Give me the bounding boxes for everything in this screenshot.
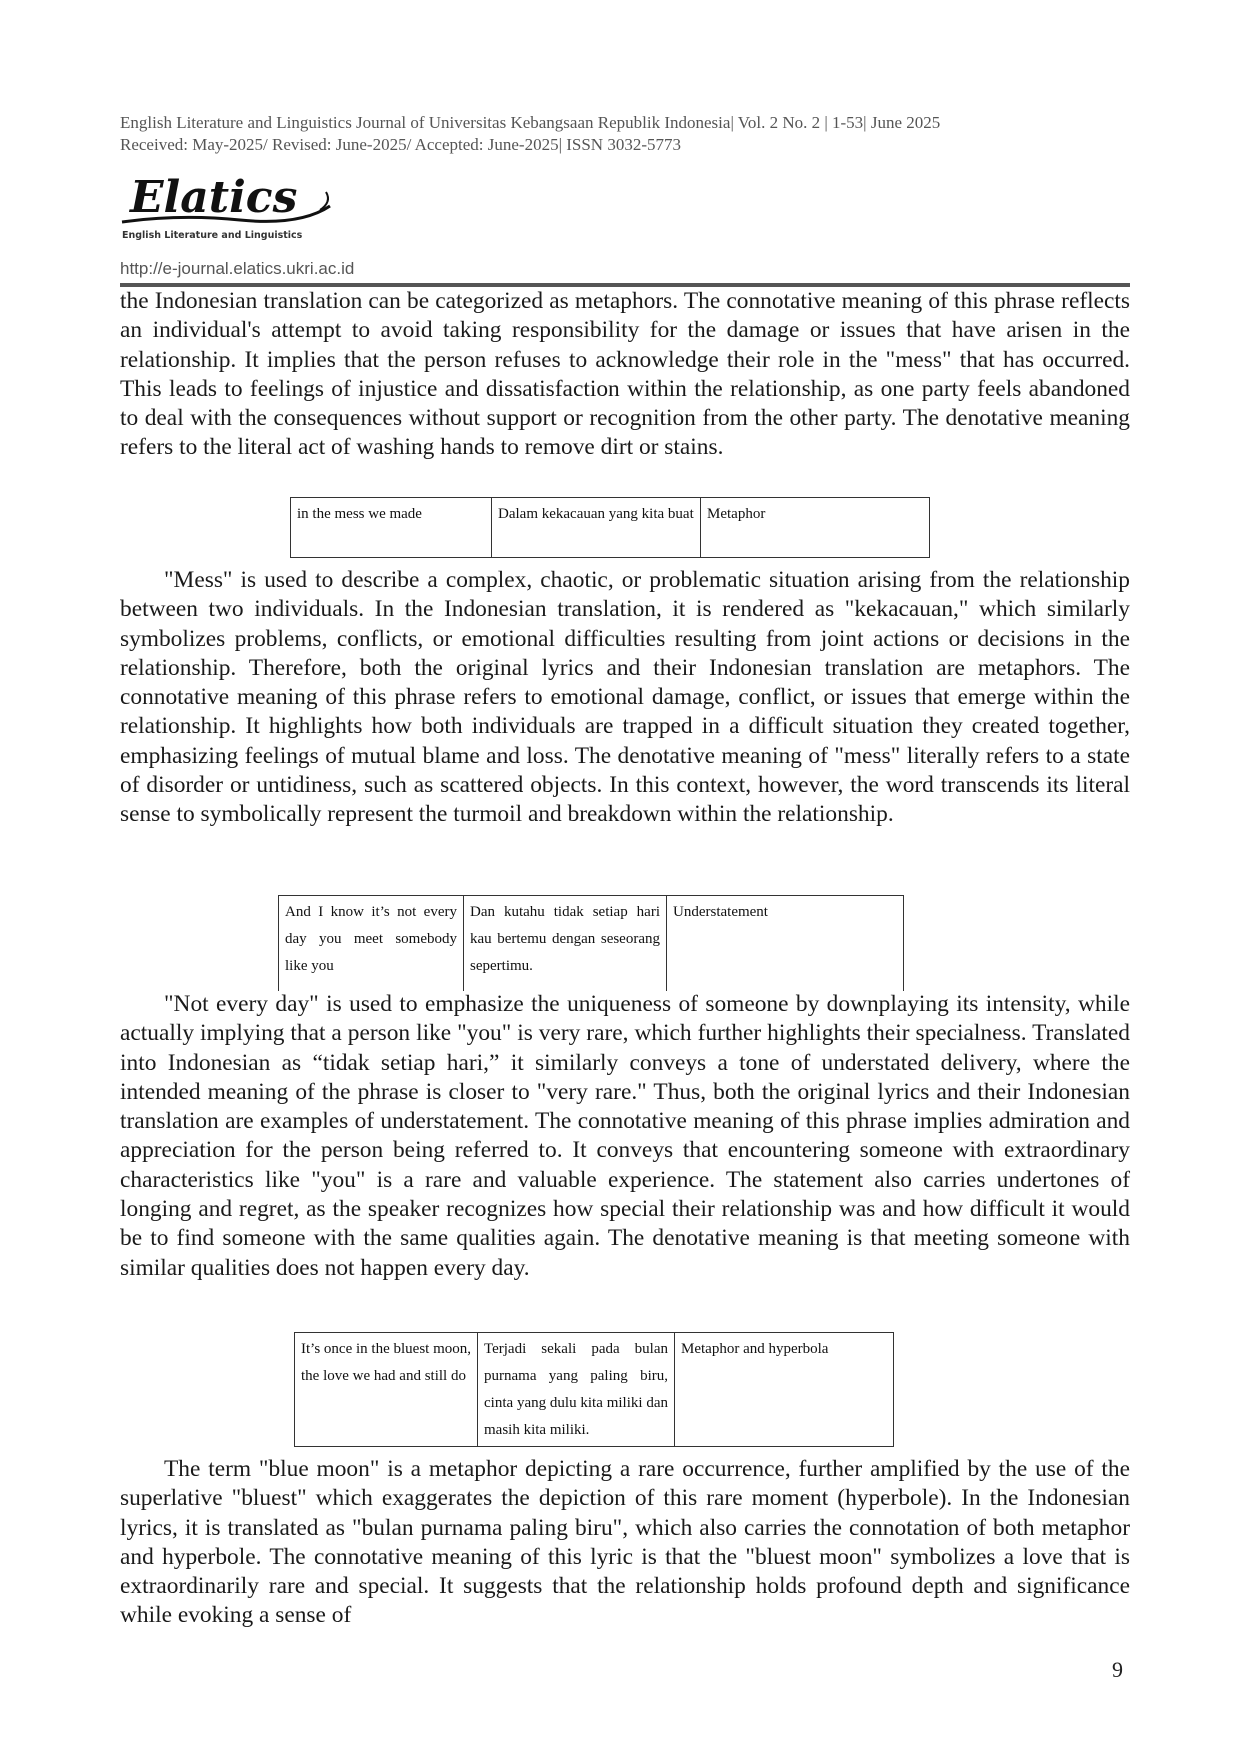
submission-dates: Received: May-2025/ Revised: June-2025/ Accepted: June-2025| ISSN 3032-5773 <box>120 135 681 154</box>
table-row <box>291 498 930 558</box>
elatics-logo <box>120 162 340 244</box>
translation-cell: Dalam kekacauan yang kita buat <box>492 498 701 558</box>
journal-header <box>120 112 1130 156</box>
journal-url[interactable]: http://e-journal.elatics.ukri.ac.id <box>120 259 355 278</box>
table-row <box>279 896 904 992</box>
logo-wordmark: Elatics <box>130 172 298 223</box>
paragraph-4: The term "blue moon" is a metaphor depicting a rare occurrence, further amplified by the use of the superlative "bluest" which exaggerates the depiction of this rare moment (hyperbole). In the Indonesian lyrics, it is translated as "bulan purnama paling biru", which also carries the connotation of both metaphor and hyperbole. The connotative meaning of this lyric is that the "bluest moon" symbolizes a love that is extraordinarily rare and special. It suggests that the relationship holds profound depth and significance while evoking a sense of <box>120 1456 1130 1629</box>
paragraph-2: "Mess" is used to describe a complex, chaotic, or problematic situation arising from the relationship between two individuals. In the Indonesian translation, it is rendered as "kekacauan," which similarly symbolizes problems, conflicts, or emotional difficulties resulting from joint actions or decisions in the relationship. Therefore, both the original lyrics and their Indonesian translation are metaphors. The connotative meaning of this phrase refers to emotional damage, conflict, or issues that emerge within the relationship. It highlights how both individuals are trapped in a difficult situation they created together, emphasizing feelings of mutual blame and loss. The denotative meaning of "mess" literally refers to a state of disorder or untidiness, such as scattered objects. In this context, however, the word transcends its literal sense to symbolically represent the turmoil and breakdown within the relationship. <box>120 567 1130 828</box>
table-row <box>295 1333 894 1447</box>
logo-tagline: English Literature and Linguistics <box>122 230 303 241</box>
lyrics-table-3 <box>294 1332 894 1447</box>
paragraph-1: the Indonesian translation can be categorized as metaphors. The connotative meaning of this phrase reflects an individual's attempt to avoid taking responsibility for the damage or issues that have arisen in the relationship. It implies that the person refuses to acknowledge their role in the "mess" that has occurred. This leads to feelings of injustice and dissatisfaction within the relationship, as one party feels abandoned to deal with the consequences without support or recognition from the other party. The denotative meaning refers to the literal act of washing hands to remove dirt or stains. <box>120 288 1130 461</box>
figure-type-cell: Understatement <box>667 896 904 992</box>
source-lyric-cell: It’s once in the bluest moon, the love we had and still do <box>295 1333 478 1447</box>
lyrics-table-2-wrapper <box>278 895 904 991</box>
figure-type-cell: Metaphor <box>701 498 930 558</box>
translation-cell: Dan kutahu tidak setiap hari kau bertemu dengan seseorang sepertimu. <box>464 896 667 992</box>
source-lyric-cell: in the mess we made <box>291 498 492 558</box>
lyrics-table-2 <box>278 895 904 991</box>
translation-cell: Terjadi sekali pada bulan purnama yang paling biru, cinta yang dulu kita miliki dan masih kita miliki. <box>478 1333 675 1447</box>
source-lyric-cell: And I know it’s not every day you meet somebody like you <box>279 896 464 992</box>
journal-citation: English Literature and Linguistics Journal of Universitas Kebangsaan Republik Indonesia| Vol. 2 No. 2 | 1-53| June 2025 <box>120 113 941 132</box>
paragraph-3: "Not every day" is used to emphasize the uniqueness of someone by downplaying its intensity, while actually implying that a person like "you" is very rare, which further highlights their specialness. Translated into Indonesian as “tidak setiap hari,” it similarly conveys a tone of understated delivery, where the intended meaning of the phrase is closer to "very rare." Thus, both the original lyrics and their Indonesian translation are examples of understatement. The connotative meaning of this phrase implies admiration and appreciation for the person being referred to. It conveys that encountering someone with extraordinary characteristics like "you" is a rare and valuable experience. The statement also carries undertones of longing and regret, as the speaker recognizes how special their relationship was and how difficult it would be to find someone with the same qualities again. The denotative meaning is that meeting someone with similar qualities does not happen every day. <box>120 991 1130 1281</box>
lyrics-table-1 <box>290 497 930 558</box>
figure-type-cell: Metaphor and hyperbola <box>675 1333 894 1447</box>
page-number: 9 <box>1112 1657 1123 1682</box>
